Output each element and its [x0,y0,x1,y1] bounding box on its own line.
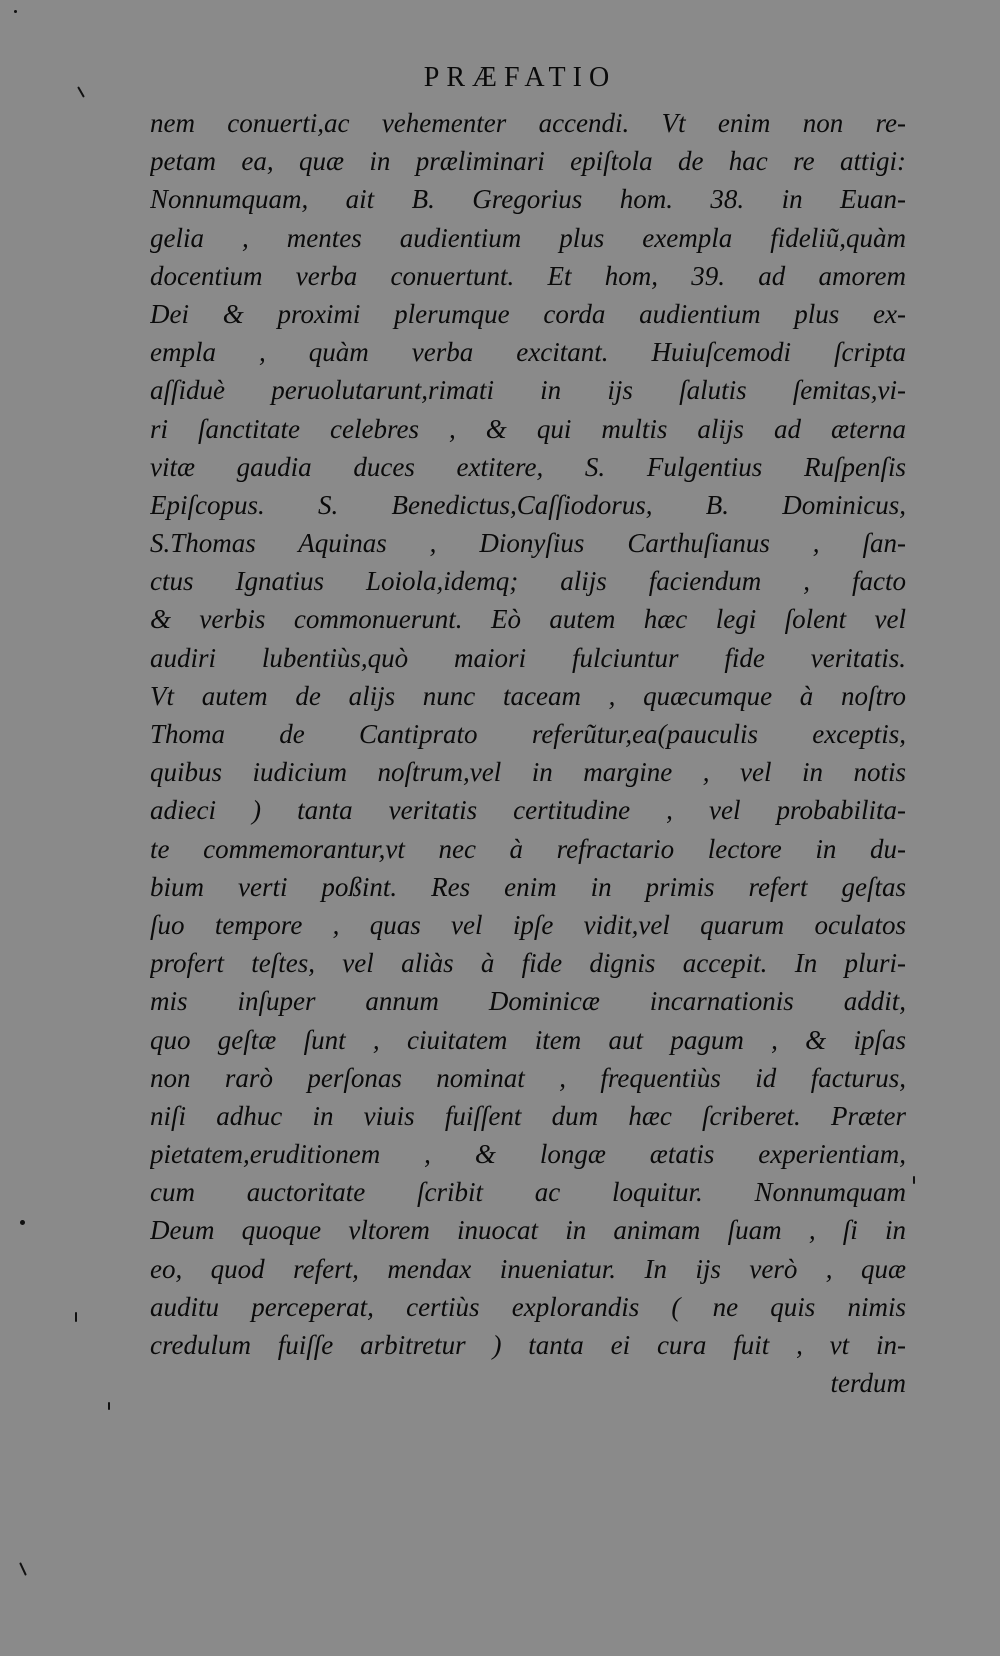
text-line: niſi adhuc in viuis fuiſſent dum hæc ſcriberet. Præter [150,1100,906,1131]
speck [75,1312,77,1322]
text-line: auditu perceperat, certiùs explorandis ( ne quis nimis [150,1291,906,1322]
text-line: Dei & proximi plerumque corda audientium plus ex- [150,298,906,329]
text-line: eo, quod refert, mendax inueniatur. In ijs verò , quæ [150,1253,906,1284]
text-line: Epiſcopus. S. Benedictus,Caſſiodorus, B. Dominicus, [150,489,906,520]
running-head: PRÆFATIO [423,62,617,93]
speck [913,1176,915,1184]
text-line: aſſiduè peruolutarunt,rimati in ijs ſalutis ſemitas,vi- [150,375,906,406]
catchword: terdum [830,1368,906,1399]
text-line: pietatem,eruditionem , & longæ ætatis experientiam, [150,1139,906,1170]
text-line: audiri lubentiùs,quò maiori fulciuntur fide veritatis. [150,642,906,673]
text-line: non rarò perſonas nominat , frequentiùs id facturus, [150,1062,906,1093]
text-line: quo geſtæ ſunt , ciuitatem item aut pagum , & ipſas [150,1024,906,1055]
text-line: Vt autem de alijs nunc taceam , quæcumque à noſtro [150,680,906,711]
text-line: quibus iudicium noſtrum,vel in margine , vel in notis [150,757,906,788]
text-line: S.Thomas Aquinas , Dionyſius Carthuſianus , ſan- [150,528,906,559]
text-line: mis inſuper annum Dominicæ incarnationis addit, [150,986,906,1017]
speck [14,10,17,13]
text-line: Deum quoque vltorem inuocat in animam ſuam , ſi in [150,1215,906,1246]
text-line: vitæ gaudia duces extitere, S. Fulgentius Ruſpenſis [150,451,906,482]
body-text [150,104,906,1402]
text-line: ri ſanctitate celebres , & qui multis alijs ad æterna [150,413,906,444]
text-line: ctus Ignatius Loiola,idemq; alijs faciendum , facto [150,566,906,597]
text-line: profert teſtes, vel aliàs à fide dignis accepit. In pluri- [150,948,906,979]
text-line: & verbis commonuerunt. Eò autem hæc legi ſolent vel [150,604,906,635]
text-line: cum auctoritate ſcribit ac loquitur. Nonnumquam [150,1177,906,1208]
text-line: nem conuerti,ac vehementer accendi. Vt enim non re- [150,108,906,138]
text-line: credulum fuiſſe arbitretur ) tanta ei cura fuit , vt in- [150,1330,906,1360]
speck [19,1562,27,1576]
text-line: bium verti poßint. Res enim in primis refert geſtas [150,871,906,902]
text-line: Nonnumquam, ait B. Gregorius hom. 38. in Euan- [150,184,906,215]
text-line: gelia , mentes audientium plus exempla fideliũ,quàm [150,222,906,253]
speck [108,1402,110,1410]
text-line: empla , quàm verba excitant. Huiuſcemodi ſcripta [150,337,906,368]
text-line: te commemorantur,vt nec à refractario lectore in du- [150,833,906,864]
text-line: adieci ) tanta veritatis certitudine , vel probabilita- [150,795,906,826]
text-line: Thoma de Cantiprato referũtur,ea(pauculis exceptis, [150,719,906,749]
text-line: ſuo tempore , quas vel ipſe vidit,vel quarum oculatos [150,909,906,940]
speck [20,1220,25,1225]
text-line: petam ea, quæ in præliminari epiſtola de hac re attigi: [150,146,906,177]
text-line: docentium verba conuertunt. Et hom, 39. ad amorem [150,260,906,291]
